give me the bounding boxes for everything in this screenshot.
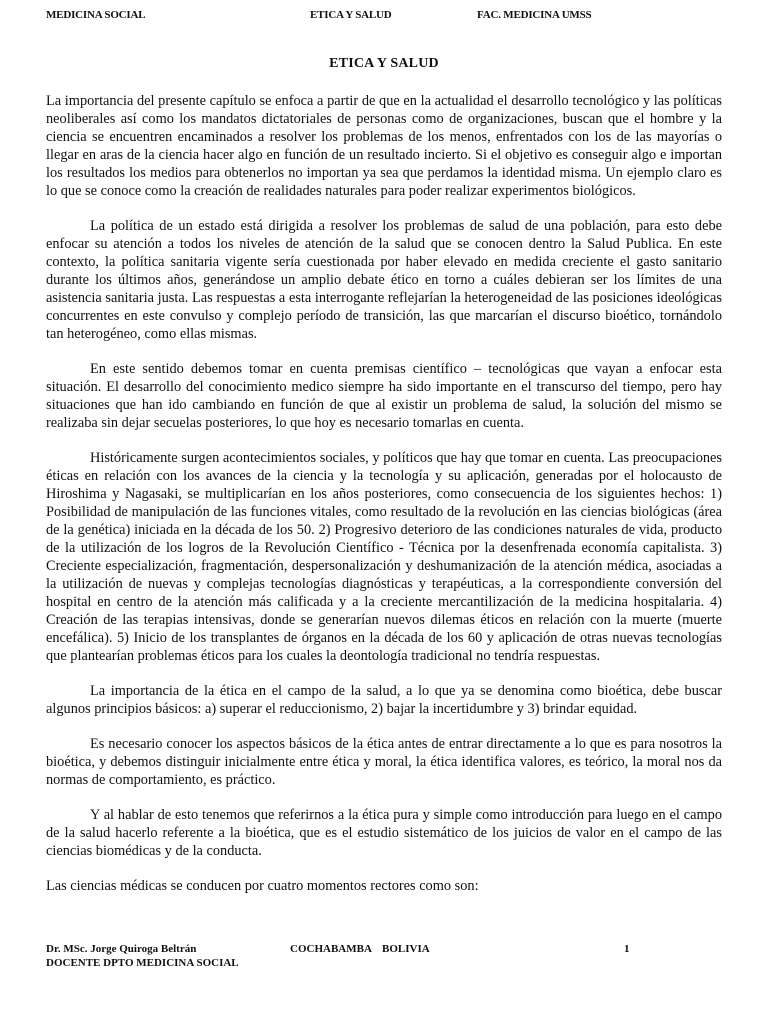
paragraph-historical-events: Históricamente surgen acontecimientos sociales, y políticos que hay que tomar en cuenta. Las preocupaciones éticas en relación con los avances de la ciencia y la tecnología y su aplicación, generadas por el holocausto de Hiroshima y Nagasaki, se multiplicarían en los años posteriores, como consecuencia de los siguientes hechos: 1) Posibilidad de manipulación de las funciones vitales, como resultado de la revolución en las ciencias biológicas (área de la genética) iniciada en la década de los 50. 2) Progresivo deterioro de las condiciones naturales de vida, producto de la utilización de los logros de la Revolución Científico - Técnica por la desenfrenada economía capitalista. 3) Creciente especialización, fragmentación, despersonalización y deshumanización de la atención médica, asociadas a la utilización de nuevas y complejas tecnologías diagnósticas y terapéuticas, a la correspondiente conversión del hospital en centro de la atención más calificada y a la creciente mercantilización de la medicina hospitalaria. 4) Creación de las terapias intensivas, donde se generarían nuevos dilemas éticos en relación con la muerte (muerte encefálica). 5) Inicio de los transplantes de órganos en la década de los 60 y aplicación de otras nuevas tecnologías que plantearían problemas éticos para los cuales la deontología tradicional no tendría respuestas. — [46, 450, 722, 664]
page-header — [46, 9, 726, 25]
page-number: 1 — [624, 943, 630, 955]
document-title: ETICA Y SALUD — [329, 56, 439, 71]
paragraph-pure-ethics: Y al hablar de esto tenemos que referirnos a la ética pura y simple como introducción para luego en el campo de la salud hacerlo referente a la bioética, que es el estudio sistemático de los juicios de valor en el campo de las ciencias biomédicas y de la conducta. — [46, 807, 722, 859]
paragraph-medical-sciences: Las ciencias médicas se conducen por cuatro momentos rectores como son: — [46, 878, 479, 894]
header-faculty: FAC. MEDICINA UMSS — [477, 9, 592, 21]
footer-position: DOCENTE DPTO MEDICINA SOCIAL — [46, 957, 239, 969]
page-footer — [46, 943, 726, 973]
paragraph-intro: La importancia del presente capítulo se enfoca a partir de que en la actualidad el desarrollo tecnológico y las políticas neoliberales así como los mandatos dictatoriales de personas como de organizaciones, buscan que el hombre y la ciencia se encuentren encaminados a resolver los problemas de los menos, enfrentados con los de las mayorías o llegar en aras de la ciencia hacer algo en función de un resultado incierto. Si el objetivo es conseguir algo e importan los resultados los medios para obtenerlos no importan ya sea que perdamos la identidad misma. Un ejemplo claro es lo que se conoce como la creación de realidades naturales para poder realizar experimentos biológicos. — [46, 93, 722, 199]
paragraph-ethics-vs-moral: Es necesario conocer los aspectos básicos de la ética antes de entrar directamente a lo que es para nosotros la bioética, y debemos distinguir inicialmente entre ética y moral, la ética identifica valores, es teórico, la moral nos da normas de comportamiento, es práctico. — [46, 736, 722, 788]
paragraph-bioethics-principles: La importancia de la ética en el campo de la salud, a lo que ya se denomina como bioética, debe buscar algunos principios básicos: a) superar el reduccionismo, 2) bajar la incertidumbre y 3) brindar equidad. — [46, 683, 722, 717]
paragraph-state-policy: La política de un estado está dirigida a resolver los problemas de salud de una población, para esto debe enfocar su atención a todos los niveles de atención de la salud que se conocen dentro la Salud Publica. En este contexto, la política sanitaria vigente sería cuestionada por haber elevado en medida creciente el gasto sanitario durante los últimos años, generándose un amplio debate ético en torno a cuáles debieran ser los límites de una asistencia sanitaria justa. Las respuestas a esta interrogante reflejarían la heterogeneidad de las posiciones ideológicas concurrentes en este convulso y complejo período de transición, las que marcarían el discurso bioético, tornándolo tan heterogéneo, como ellas mismas. — [46, 218, 722, 342]
document-body — [46, 92, 722, 895]
header-course: MEDICINA SOCIAL — [46, 9, 146, 21]
paragraph-scientific-premises: En este sentido debemos tomar en cuenta premisas científico – tecnológicas que vayan a enfocar esta situación. El desarrollo del conocimiento medico siempre ha sido importante en el transcurso del tiempo, pero hay situaciones que han ido cambiando en función de que al existir un problema de salud, la solución del mismo se realizaba sin dejar secuelas posteriores, lo que hoy es necesario tomarlas en cuenta. — [46, 361, 722, 431]
footer-author: Dr. MSc. Jorge Quiroga Beltrán — [46, 943, 197, 955]
footer-location: COCHABAMBA BOLIVIA — [290, 943, 430, 955]
header-topic: ETICA Y SALUD — [310, 9, 392, 21]
